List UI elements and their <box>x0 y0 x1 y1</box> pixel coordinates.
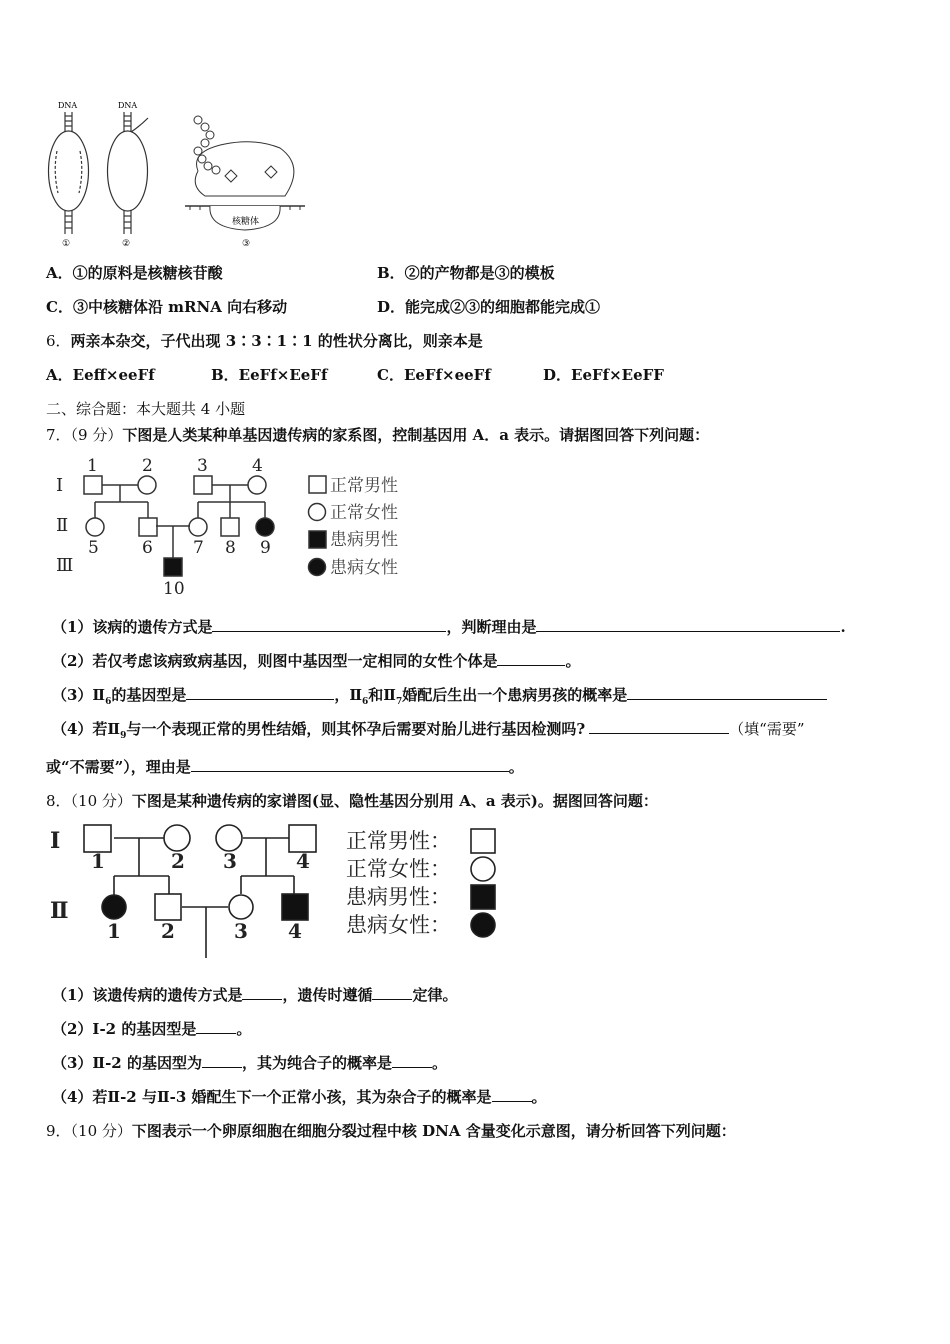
q8-gen2-id-4: 4 <box>288 919 302 943</box>
legend-affected-female: 患病女性 <box>330 558 398 578</box>
q7-part3 <box>52 684 827 707</box>
q7-p3-d: 和Ⅱ <box>368 686 396 704</box>
q7-individual-5 <box>86 518 104 536</box>
q7-individual-1 <box>84 476 102 494</box>
answer-blank[interactable] <box>186 685 334 700</box>
gen-label-iii: Ⅲ <box>56 555 74 576</box>
pedigree-q7 <box>50 452 430 602</box>
q7-p3-sub7: 7 <box>395 697 403 707</box>
q8-p2-a: （2）Ⅰ-2 的基因型是 <box>52 1020 197 1038</box>
q8-gen1-individual-3 <box>216 825 242 851</box>
q7-id-4: 4 <box>252 456 263 476</box>
q8-legend-normal-male: 正常男性： <box>346 829 451 853</box>
q8-p1-b: ，遗传时遵循 <box>282 986 373 1004</box>
answer-blank[interactable] <box>627 685 827 700</box>
q7-p3-sub6b: 6 <box>362 697 369 707</box>
q7-individual-7 <box>189 518 207 536</box>
q8-gen1-id-3: 3 <box>223 849 237 873</box>
q8-gen1-id-2: 2 <box>171 849 185 873</box>
q7-number: 7． <box>46 426 71 444</box>
q7-stem <box>46 424 709 445</box>
q7-individual-10 <box>164 558 182 576</box>
q8-p3-b: ，其为纯合子的概率是 <box>241 1054 392 1072</box>
q7-score: （9 分） <box>70 426 123 444</box>
q8-legend-normal-male-icon <box>471 829 495 853</box>
q8-part3 <box>52 1052 447 1073</box>
legend-normal-male: 正常男性 <box>330 476 398 496</box>
q8-gen2-id-1: 1 <box>107 919 121 943</box>
q7-id-3: 3 <box>197 456 208 476</box>
q7-p5-end: 。 <box>508 758 524 776</box>
q8-gen2-individual-2 <box>155 894 181 920</box>
q8-number: 8． <box>46 792 71 810</box>
legend-affected-male: 患病男性 <box>330 530 398 550</box>
q8-gen2-individual-3 <box>229 895 253 919</box>
q7-id-5: 5 <box>88 538 99 558</box>
answer-blank[interactable] <box>202 1053 242 1068</box>
q7-p3-e: 婚配后生出一个患病男孩的概率是 <box>402 686 628 704</box>
circle-2: ② <box>122 239 131 249</box>
answer-blank[interactable] <box>589 719 729 734</box>
dna-transcription-diagram <box>108 112 149 234</box>
q9-stem <box>46 1120 736 1141</box>
figure-dna-processes <box>40 96 320 251</box>
q7-part4 <box>52 718 805 741</box>
q7-p3-b: 的基因型是 <box>111 686 187 704</box>
q7-individual-2 <box>138 476 156 494</box>
answer-blank[interactable] <box>372 985 412 1000</box>
q8-gen1-id-1: 1 <box>91 849 105 873</box>
q9-number: 9． <box>46 1122 71 1140</box>
answer-blank[interactable] <box>497 651 565 666</box>
q6-option-d: D．EeFf×EeFF <box>543 366 664 384</box>
q5-option-b: B．②的产物都是③的模板 <box>377 264 555 282</box>
q9-score: （10 分） <box>70 1122 132 1140</box>
q8-p1-a: （1）该遗传病的遗传方式是 <box>52 986 243 1004</box>
q7-individual-3 <box>194 476 212 494</box>
q8-gen-label-i: Ⅰ <box>50 828 61 854</box>
dna-replication-diagram <box>49 112 89 234</box>
q7-id-6: 6 <box>142 538 153 558</box>
circle-3: ③ <box>242 239 251 249</box>
pedigree-q8 <box>46 818 506 960</box>
q7-id-8: 8 <box>225 538 236 558</box>
section-heading: 二、综合题：本大题共 4 小题 <box>46 400 246 418</box>
q7-part2 <box>52 650 580 671</box>
q5-option-c: C．③中核糖体沿 mRNA 向右移动 <box>46 298 288 316</box>
answer-blank[interactable] <box>492 1087 532 1102</box>
gen-label-i: Ⅰ <box>56 475 64 496</box>
q8-part2 <box>52 1018 251 1039</box>
q8-p4-a: （4）若Ⅱ-2 与Ⅱ-3 婚配生下一个正常小孩，其为杂合子的概率是 <box>52 1088 492 1106</box>
answer-blank[interactable] <box>536 617 840 632</box>
q7-id-9: 9 <box>260 538 271 558</box>
legend-normal-female: 正常女性 <box>330 503 398 523</box>
q8-part1 <box>52 984 457 1005</box>
q8-gen2-id-2: 2 <box>161 919 175 943</box>
dna-label-2: DNA <box>118 101 138 110</box>
legend-normal-male-icon <box>309 476 326 493</box>
q7-p2-end: 。 <box>565 652 581 670</box>
q8-legend-affected-male: 患病男性： <box>346 885 451 909</box>
q8-gen2-individual-1 <box>102 895 126 919</box>
q7-p4-c: （填“需要” <box>729 720 805 738</box>
translation-diagram <box>185 116 305 230</box>
q8-score: （10 分） <box>70 792 132 810</box>
q8-p2-end: 。 <box>236 1020 252 1038</box>
q8-gen1-individual-2 <box>164 825 190 851</box>
gen-label-ii: Ⅱ <box>56 515 69 536</box>
q7-p5-a: 或“不需要”），理由是 <box>46 758 191 776</box>
q8-gen2-individual-4 <box>282 894 308 920</box>
q7-p3-c: ，Ⅱ <box>334 686 363 704</box>
q8-legend-affected-female-icon <box>471 913 495 937</box>
legend-affected-female-icon <box>309 559 326 576</box>
q7-p2-text: （2）若仅考虑该病致病基因，则图中基因型一定相同的女性个体是 <box>52 652 498 670</box>
q8-text: 下图是某种遗传病的家谱图(显、隐性基因分别用 A、a 表示)。据图回答问题： <box>131 792 658 810</box>
q8-p4-end: 。 <box>531 1088 547 1106</box>
q7-part1 <box>52 616 846 637</box>
q6-option-a: A．Eeff×eeFf <box>46 366 155 384</box>
answer-blank[interactable] <box>242 985 282 1000</box>
q8-p3-end: 。 <box>431 1054 447 1072</box>
q6-option-b: B．EeFf×EeFf <box>211 366 328 384</box>
q7-p1-reason: ，判断理由是 <box>446 618 537 636</box>
q8-gen-label-ii: Ⅱ <box>50 898 69 924</box>
answer-blank[interactable] <box>191 757 509 772</box>
q6-option-c: C．EeFf×eeFf <box>377 366 491 384</box>
q9-text: 下图表示一个卵原细胞在细胞分裂过程中核 DNA 含量变化示意图，请分析回答下列问题： <box>131 1122 736 1140</box>
ribosome-label: 核糖体 <box>232 217 260 227</box>
q8-gen1-individual-4 <box>289 825 316 852</box>
q7-part5 <box>46 756 524 777</box>
q8-part4 <box>52 1086 547 1107</box>
q8-legend-affected-female: 患病女性： <box>346 913 451 937</box>
q8-gen1-individual-1 <box>84 825 111 852</box>
q7-p3-a: （3）Ⅱ <box>52 686 106 704</box>
q7-individual-4 <box>248 476 266 494</box>
q7-p4-b: 与一个表现正常的男性结婚，则其怀孕后需要对胎儿进行基因检测吗? <box>126 720 586 738</box>
q7-p4-a: （4）若Ⅱ <box>52 720 121 738</box>
q7-p1-end: . <box>840 618 846 636</box>
q8-legend-normal-female: 正常女性： <box>346 857 451 881</box>
legend-normal-female-icon <box>309 504 326 521</box>
legend-affected-male-icon <box>309 531 326 548</box>
q6-stem <box>46 330 483 351</box>
q7-text: 下图是人类某种单基因遗传病的家系图，控制基因用 A．a 表示。请据图回答下列问题： <box>122 426 710 444</box>
q7-p1-text: （1）该病的遗传方式是 <box>52 618 213 636</box>
q7-p4-sub9: 9 <box>120 731 127 741</box>
q6-number: 6． <box>46 332 71 350</box>
q8-legend-affected-male-icon <box>471 885 495 909</box>
q7-p3-sub6: 6 <box>105 697 112 707</box>
answer-blank[interactable] <box>392 1053 432 1068</box>
q8-legend-normal-female-icon <box>471 857 495 881</box>
q5-option-a: A．①的原料是核糖核苷酸 <box>46 264 223 282</box>
answer-blank[interactable] <box>212 617 446 632</box>
q7-id-7: 7 <box>193 538 204 558</box>
circle-1: ① <box>62 239 71 249</box>
q8-gen2-id-3: 3 <box>234 919 248 943</box>
q7-individual-6 <box>139 518 157 536</box>
q7-id-10: 10 <box>163 579 185 599</box>
q8-p1-c: 定律。 <box>412 986 458 1004</box>
q8-gen1-id-4: 4 <box>296 849 310 873</box>
q6-text: 两亲本杂交，子代出现 3∶3∶1∶1 的性状分离比，则亲本是 <box>70 332 483 350</box>
q7-individual-8 <box>221 518 239 536</box>
q7-id-2: 2 <box>142 456 153 476</box>
q7-id-1: 1 <box>87 456 98 476</box>
answer-blank[interactable] <box>196 1019 236 1034</box>
q8-p3-a: （3）Ⅱ-2 的基因型为 <box>52 1054 202 1072</box>
q5-option-d: D．能完成②③的细胞都能完成① <box>377 298 601 316</box>
dna-label-1: DNA <box>58 101 78 110</box>
q7-individual-9 <box>256 518 274 536</box>
q8-stem <box>46 790 658 811</box>
